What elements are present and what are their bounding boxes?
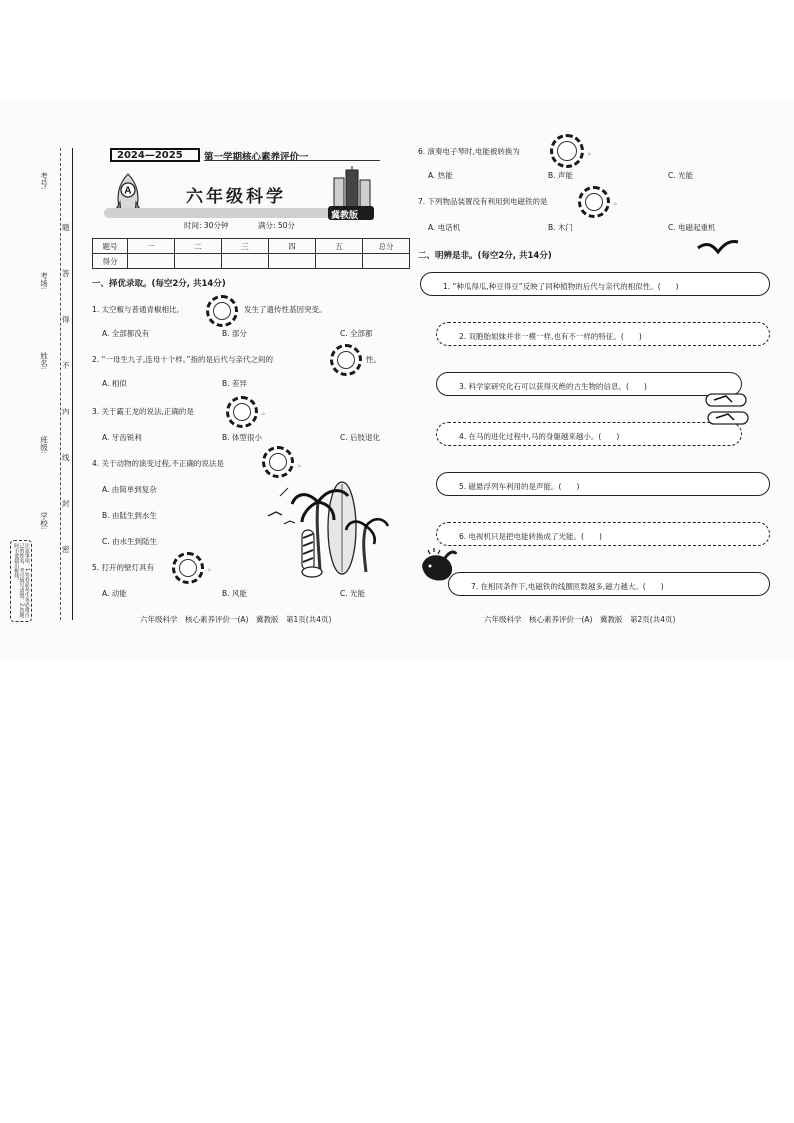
time-label: 时间: 30分钟 xyxy=(184,221,229,230)
q7-option-c: C. 电磁起重机 xyxy=(668,223,716,232)
answer-ring-q3[interactable] xyxy=(226,396,258,428)
q5-option-a: A. 动能 xyxy=(102,589,127,598)
table-header-cell: 四 xyxy=(269,239,316,254)
score-cell[interactable] xyxy=(175,254,222,269)
cut-word: 线 xyxy=(62,453,70,462)
q3-option-c: C. 后肢退化 xyxy=(340,433,381,442)
cut-word: 封 xyxy=(62,499,70,508)
q4-option-c: C. 由水生到陆生 xyxy=(102,537,158,546)
title-banner xyxy=(104,208,354,218)
tf-item-4[interactable] xyxy=(436,422,742,446)
answer-ring-q2[interactable] xyxy=(330,344,362,376)
tf-item-7[interactable] xyxy=(448,572,770,596)
q1-option-b: B. 部分 xyxy=(222,329,247,338)
page-title: 六年级科学 xyxy=(186,187,286,207)
question-6-text: 6. 演奏电子琴时,电能被转换为 xyxy=(418,147,520,156)
answer-ring-q1[interactable] xyxy=(206,295,238,327)
q7-option-b: B. 木门 xyxy=(548,223,573,232)
tf-item-6-text: 6. 电视机只是把电能转换成了光能。( ) xyxy=(459,532,602,541)
tf-item-1-text: 1. “种瓜得瓜,种豆得豆”反映了同种植物的后代与亲代的相似性。( ) xyxy=(443,282,679,291)
edition-label: 冀教版 xyxy=(331,211,359,221)
section2-title: 二、明辨是非。(每空2分, 共14分) xyxy=(418,251,552,261)
tf-item-3-text: 3. 科学家研究化石可以获得灭绝的古生物的信息。( ) xyxy=(459,382,647,391)
answer-ring-q6[interactable] xyxy=(550,134,584,168)
tf-item-4-text: 4. 在马的进化过程中,马的身躯越来越小。( ) xyxy=(459,432,620,441)
score-cell[interactable] xyxy=(269,254,316,269)
question-7-text: 7. 下列物品装置没有利用到电磁铁的是 xyxy=(418,197,548,206)
table-header-cell: 一 xyxy=(128,239,175,254)
q7-option-a: A. 电话机 xyxy=(428,223,461,232)
header-rule xyxy=(204,160,380,161)
seagull-illustration xyxy=(696,238,740,260)
question-3-text: 3. 关于霸王龙的说法,正确的是 xyxy=(92,407,194,416)
exam-number-label: 考号: xyxy=(39,172,49,190)
table-header-cell: 总分 xyxy=(363,239,410,254)
q4-option-b: B. 由陆生到水生 xyxy=(102,511,157,520)
question-1-tail: 发生了遗传性基因突变。 xyxy=(244,305,327,314)
notice-text: 注意事项：1.答卷前考生务必将自己的姓名、考号填写清楚。2.答题时不要超出框线。 xyxy=(13,543,30,618)
question-5-tail: 。 xyxy=(208,563,216,572)
question-1-text: 1. 太空椒与普通青椒相比, xyxy=(92,305,179,314)
q5-option-c: C. 光能 xyxy=(340,589,366,598)
exam-room-label: 考场: xyxy=(39,272,49,290)
tf-item-7-text: 7. 在相同条件下,电磁铁的线圈匝数越多,磁力越大。( ) xyxy=(471,582,664,591)
cut-line xyxy=(60,148,61,620)
school-label: 学校: xyxy=(39,512,49,530)
q3-option-a: A. 牙齿锐利 xyxy=(102,433,142,442)
tf-item-3[interactable] xyxy=(436,372,742,396)
q4-option-a: A. 由简单到复杂 xyxy=(102,485,157,494)
score-row-label: 得分 xyxy=(93,254,128,269)
answer-ring-q4[interactable] xyxy=(262,446,294,478)
flip-flops-illustration xyxy=(702,390,752,430)
tf-item-2[interactable] xyxy=(436,322,770,346)
q3-option-b: B. 体型很小 xyxy=(222,433,262,442)
score-cell[interactable] xyxy=(363,254,410,269)
tf-item-5-text: 5. 磁悬浮列车利用的是声能。( ) xyxy=(459,482,580,491)
q6-option-c: C. 光能 xyxy=(668,171,694,180)
name-label: 姓名: xyxy=(39,352,49,370)
question-2-text: 2. “一母生九子,连母十个样。”指的是后代与亲代之间的 xyxy=(92,355,273,364)
cut-word: 得 xyxy=(62,315,70,324)
section1-title: 一、择优录取。(每空2分, 共14分) xyxy=(92,279,226,289)
score-cell[interactable] xyxy=(222,254,269,269)
tf-item-5[interactable] xyxy=(436,472,770,496)
tf-item-2-text: 2. 双胞胎姐妹并非一模一样,也有不一样的特征。( ) xyxy=(459,332,642,341)
question-4-tail: 。 xyxy=(298,459,306,468)
cut-word: 内 xyxy=(62,407,70,416)
class-label: 班级: xyxy=(39,436,49,454)
tf-item-6[interactable] xyxy=(436,522,770,546)
question-4-text: 4. 关于动物的演变过程,不正确的说法是 xyxy=(92,459,224,468)
cut-word: 密 xyxy=(62,545,70,554)
q6-option-a: A. 热能 xyxy=(428,171,453,180)
cut-word: 不 xyxy=(62,361,70,370)
question-7-tail: 。 xyxy=(614,197,622,206)
year-box xyxy=(110,148,200,162)
right-page-footer: 六年级科学 核心素养评价一(A) 冀教版 第2页(共4页) xyxy=(484,615,676,624)
binding-line xyxy=(72,148,73,620)
palm-tree-illustration xyxy=(262,480,392,580)
table-header-cell: 题号 xyxy=(93,239,128,254)
year-label: 2024—2025 xyxy=(117,150,183,161)
total-score-label: 满分: 50分 xyxy=(258,221,295,230)
q2-option-a: A. 相似 xyxy=(102,379,127,388)
q2-option-b: B. 差异 xyxy=(222,379,247,388)
q1-option-c: C. 全部都 xyxy=(340,329,373,338)
building-illustration xyxy=(330,166,374,210)
table-header-cell: 二 xyxy=(175,239,222,254)
question-6-tail: 。 xyxy=(588,147,596,156)
notice-box xyxy=(10,540,32,622)
exam-label: 第一学期核心素养评价一 xyxy=(204,152,309,163)
whale-illustration xyxy=(418,548,458,584)
table-header-cell: 三 xyxy=(222,239,269,254)
question-3-tail: 。 xyxy=(262,407,270,416)
question-5-text: 5. 打开的壁灯具有 xyxy=(92,563,155,572)
grade-badge: A xyxy=(124,185,132,197)
left-page-footer: 六年级科学 核心素养评价一(A) 冀教版 第1页(共4页) xyxy=(140,615,332,624)
tf-item-1[interactable] xyxy=(420,272,770,296)
score-table-row xyxy=(93,254,410,269)
table-header-cell: 五 xyxy=(316,239,363,254)
cut-word: 题 xyxy=(62,223,70,232)
score-cell[interactable] xyxy=(128,254,175,269)
cut-word: 答 xyxy=(62,269,70,278)
q5-option-b: B. 风能 xyxy=(222,589,247,598)
answer-ring-q5[interactable] xyxy=(172,552,204,584)
question-2-tail: 性。 xyxy=(366,355,381,364)
edition-badge xyxy=(328,206,374,220)
answer-ring-q7[interactable] xyxy=(578,186,610,218)
score-cell[interactable] xyxy=(316,254,363,269)
score-table-header xyxy=(93,239,410,254)
q1-option-a: A. 全部都没有 xyxy=(102,329,150,338)
score-table xyxy=(92,238,410,269)
q6-option-b: B. 声能 xyxy=(548,171,573,180)
